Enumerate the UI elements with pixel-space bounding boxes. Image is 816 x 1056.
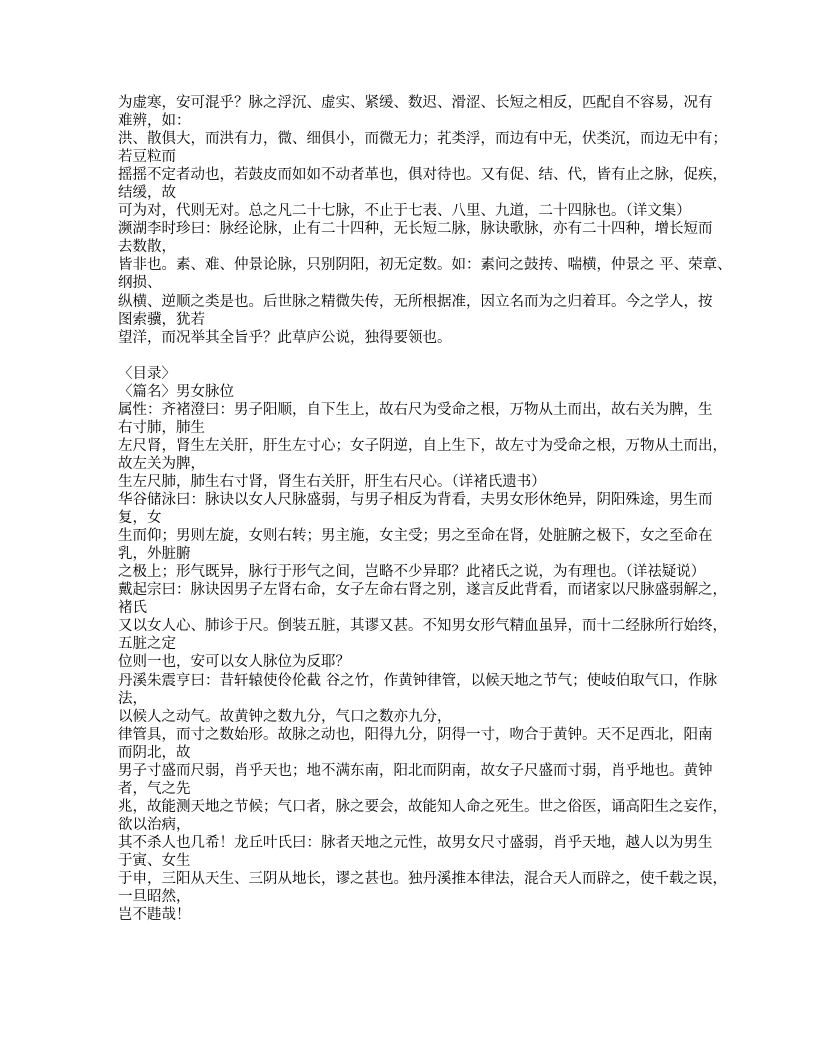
text-line: 位则一也，安可以女人脉位为反耶？ [118,654,350,671]
text-line: 以候人之动气。故黄钟之数九分，气口之数亦九分， [118,708,452,725]
text-line: 望洋，而况举其全旨乎？此草庐公说，独得要领也。 [118,329,452,346]
text-line: 属性：齐褚澄曰：男子阳顺，自下生上，故右尺为受命之根，万物从土而出，故右关为脾，生 [118,401,713,418]
text-line: 一旦昭然， [118,889,191,906]
text-line: 洪、散俱大，而洪有力，微、细俱小，而微无力；芤类浮，而边有中无，伏类沉，而边无中有； [118,131,727,148]
text-line: 者，气之先 [118,780,191,797]
text-line: 为虚寒，安可混乎？脉之浮沉、虚实、紧缓、数迟、滑涩、长短之相反，匹配自不容易，况有 [118,95,713,111]
text-line: 律管具，而寸之数始形。故脉之动也，阳得九分，阴得一寸，吻合于黄钟。天不足西北，阳南 [118,726,713,743]
text-line: 复，女 [118,510,162,527]
text-line: 兆，故能测天地之节候；气口者，脉之要会，故能知人命之死生。世之俗医，诵高阳生之妄作， [118,798,727,815]
text-line: 结缓，故 [118,185,176,202]
text-line: 右寸肺，肺生 [118,419,205,436]
text-line: 又以女人心、肺诊于尺。倒装五脏，其谬又甚。不知男女形气精血虽异，而十二经脉所行始终， [118,618,727,635]
text-line: 若豆粒而 [118,149,176,166]
document-page [118,94,732,924]
text-line: 〈目录〉 [118,365,176,382]
text-line: 男子寸盛而尺弱，肖乎天也；地不满东南，阳北而阴南，故女子尺盛而寸弱，肖乎地也。黄钟 [118,762,713,779]
text-line: 生而仰；男则左旋，女则右转；男主施，女主受；男之至命在肾，处脏腑之极下，女之至命在 [118,528,713,545]
blank-line [118,347,718,365]
text-line: 丹溪朱震亨曰：昔轩辕使伶伦截 谷之竹，作黄钟律管，以候天地之节气；使岐伯取气口，作脉 [118,672,718,689]
text-line: 戴起宗曰：脉诀因男子左肾右命，女子左命右肾之别，遂言反此背看，而诸家以尺脉盛弱解之， [118,582,727,599]
text-line: 左尺肾，肾生左关肝，肝生左寸心；女子阴逆，自上生下，故左寸为受命之根，万物从土而出， [118,437,727,454]
text-line: 生左尺肺，肺生右寸肾，肾生右关肝，肝生右尺心。（详褚氏遗书） [118,473,546,490]
text-line: 法， [118,690,147,707]
text-line: 纲损、 [118,275,162,292]
text-line: 其不杀人也几希！龙丘叶氏曰：脉者天地之元性，故男女尺寸盛弱，肖乎天地，越人以为男生 [118,834,713,851]
text-line: 皆非也。素、难、仲景论脉，只别阴阳，初无定数。如：素问之鼓抟、喘横，仲景之 平、荣章、 [118,257,732,274]
text-line: 华谷储泳曰：脉诀以女人尺脉盛弱，与男子相反为背看，夫男女形休绝异，阴阳殊途，男生而 [118,492,713,509]
text-line: 欲以治病， [118,816,191,833]
text-line: 于寅、女生 [118,852,191,869]
text-line: 可为对，代则无对。总之凡二十七脉，不止于七表、八里、九道，二十四脉也。（详文集） [118,203,691,220]
text-line: 纵横、逆顺之类是也。后世脉之精微失传，无所根据准，因立名而为之归着耳。今之学人，按 [118,293,713,310]
text-line: 之极上；形气既异，脉行于形气之间，岂略不少异耶？此褚氏之说，为有理也。（详祛疑说） [118,564,706,581]
text-line: 摇摇不定者动也，若鼓皮而如如不动者革也，俱对待也。又有促、结、代，皆有止之脉，促疾， [118,167,727,184]
text-line: 五脏之定 [118,636,176,653]
text-line: 而阴北，故 [118,744,191,761]
text-line: 褚氏 [118,600,147,617]
text-line: 〈篇名〉男女脉位 [118,383,234,400]
text-line: 濒湖李时珍曰：脉经论脉，止有二十四种，无长短二脉，脉诀歌脉，亦有二十四种，增长短而 [118,221,713,238]
text-line: 故左关为脾， [118,455,205,472]
text-line: 于申，三阳从天生、三阴从地长，谬之甚也。独丹溪推本律法，混合天人而辟之，使千载之误， [118,871,727,888]
text-line: 去数散， [118,239,176,256]
text-line: 图索骥，犹若 [118,311,205,328]
text-line: 难辨，如： [118,113,191,130]
text-line: 乳，外脏腑 [118,546,191,563]
text-line: 岂不韪哉！ [118,907,191,924]
